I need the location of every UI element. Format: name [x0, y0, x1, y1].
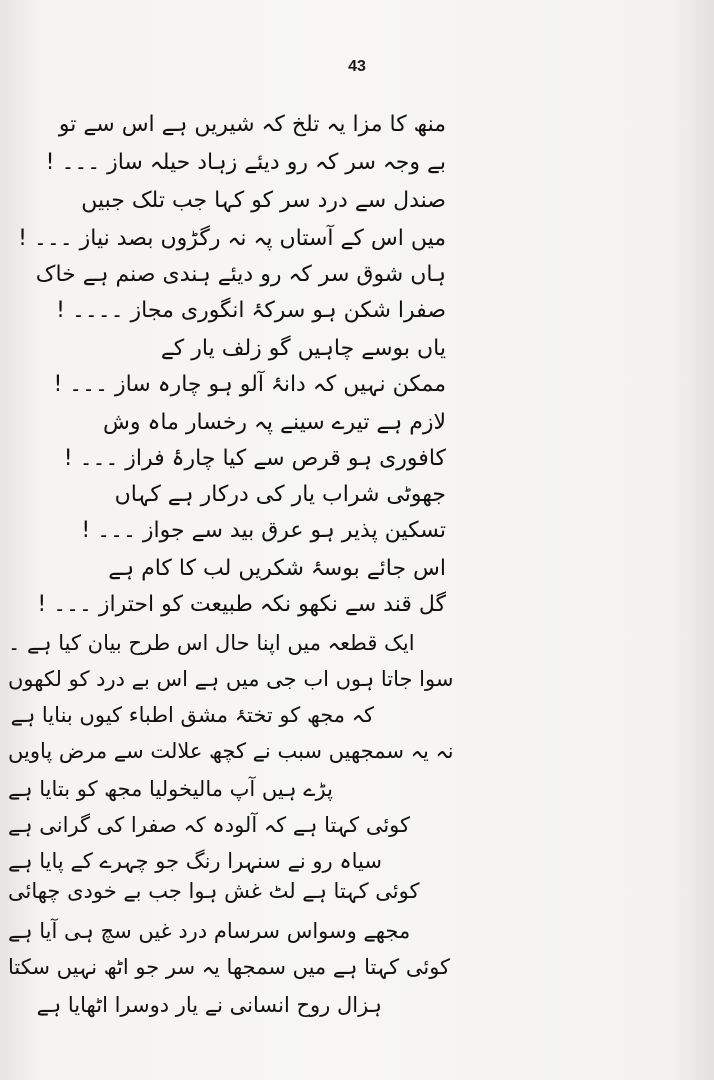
qita-line: مجھے وسواس سرسام درد غیں سچ ہی آیا ہے	[8, 919, 411, 943]
ghazal-line: اس جائے بوسۂ شکریں لب کا کام ہے	[108, 556, 446, 581]
ghazal-line: بے وجہ سر کہ رو دیئے زہاد حیلہ ساز ۔۔۔ !	[45, 150, 446, 175]
ghazal-line: یاں بوسے چاہیں گو زلف یار کے	[160, 336, 446, 361]
ghazal-line: ممکن نہیں کہ دانۂ آلو ہو چارہ ساز ۔۔۔ !	[53, 372, 446, 397]
ghazal-line: میں اس کے آستاں پہ نہ رگڑوں بصد نیاز ۔۔۔ !	[18, 226, 446, 251]
ghazal-line: جھوٹی شراب یار کی درکار ہے کہاں	[114, 482, 446, 507]
qita-line: کوئی کہتا ہے لٹ غش ہوا جب بے خودی چھائی	[8, 879, 420, 903]
ghazal-line: گل قند سے نکھو نکہ طبیعت کو احتراز ۔۔۔ !	[37, 592, 446, 617]
ghazal-line: منھ کا مزا یہ تلخ کہ شیریں ہے اس سے تو	[58, 112, 446, 137]
ghazal-line: کافوری ہو قرص سے کیا چارۂ فراز ۔۔۔ !	[63, 446, 446, 471]
prose-intro: ایک قطعہ میں اپنا حال اس طرح بیان کیا ہے ۔	[8, 631, 415, 655]
qita-line: ہزال روح انسانی نے یار دوسرا اٹھایا ہے	[36, 993, 382, 1017]
qita-line: نہ یہ سمجھیں سبب نے کچھ علالت سے مرض پاویں	[8, 739, 454, 763]
ghazal-line: صندل سے درد سر کو کہا جب تلک جبیں	[81, 188, 446, 213]
ghazal-line: ہاں شوق سر کہ رو دیئے ہندی صنم ہے خاک	[35, 262, 446, 287]
qita-line: کوئی کہتا ہے میں سمجھا یہ سر جو اٹھ نہیں سکتا	[8, 955, 451, 979]
qita-line: پڑے ہیں آپ مالیخولیا مجھ کو بتایا ہے	[8, 777, 333, 801]
page-number: 43	[348, 58, 366, 75]
ghazal-line: تسکین پذیر ہو عرق بید سے جواز ۔۔۔ !	[81, 518, 446, 543]
qita-line: سوا جاتا ہوں اب جی میں ہے اس بے درد کو لکھوں	[8, 667, 454, 691]
ghazal-line: لازم ہے تیرے سینے پہ رخسار ماہ وش	[103, 410, 446, 435]
qita-line: کہ مجھ کو تختۂ مشق اطباء کیوں بنایا ہے	[10, 703, 374, 727]
qita-line: سیاہ رو نے سنہرا رنگ جو چہرے کے پایا ہے	[8, 849, 382, 873]
qita-line: کوئی کہتا ہے کہ آلودہ کہ صفرا کی گرانی ہے	[8, 813, 411, 837]
ghazal-line: صفرا شکن ہو سرکۂ انگوری مجاز ۔۔۔۔ !	[56, 298, 446, 323]
